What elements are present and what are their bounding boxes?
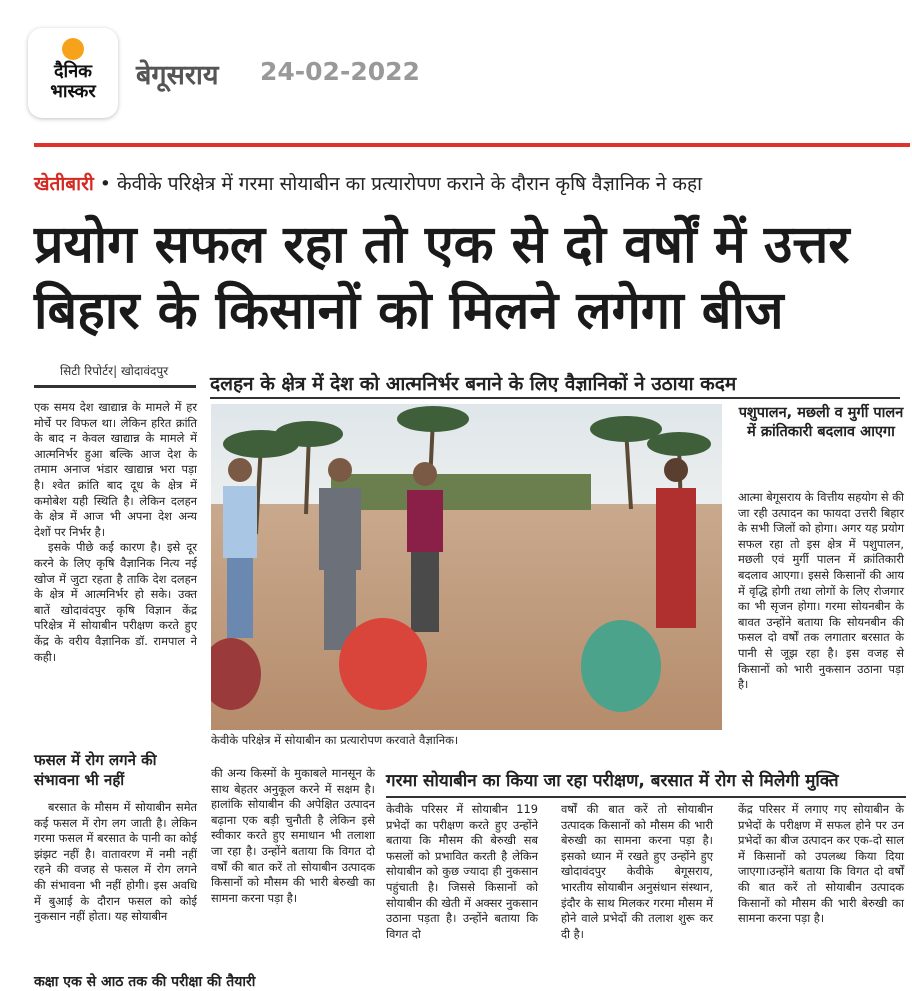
sidebar-paragraph: आत्मा बेगूसराय के वित्तीय सहयोग से की जा रही उत्पादन का फायदा उत्तरी बिहार के सभी जिलों को होगा। अगर यह प्रयोग सफल रहा तो इस क्षेत्र में पशुपालन, मछली एवं मुर्गी पालन में क्रांतिकारी बदलाव आएगा। इससे किसानों की आय में वृद्धि होगी तथा लोगों के लिए रोजगार का भी सृजन होगा। गरमा सोयनबीन के बावत उन्होंने बताया कि सोयनबीन की फसल दो वर्षों तक लगातार बरसात के पानी से जूझ रहा है। इस वजह से किसानों को भारी नुकसान उठाना पड़ा है। xyxy=(738,490,904,692)
subheadline-2: गरमा सोयाबीन का किया जा रहा परीक्षण, बरसात में रोग से मिलेगी मुक्ति xyxy=(386,771,839,791)
dainik-bhaskar-logo xyxy=(28,28,118,118)
sun-icon xyxy=(62,38,84,60)
col1-paragraph-2: इसके पीछे कई कारण है। इसे दूर करने के लिए कृषि वैज्ञानिक नित्य नई खोज में जुटा रहता है ताकि देश दलहन के क्षेत्र में आत्मनिर्भर हो सके। उक्त बातें खोदावंदपुर कृषि विज्ञान केंद्र परिक्षेत्र में सोयाबीन परीक्षण करते हुए केंद्र के वरीय वैज्ञानिक डॉ. रामपाल ने कही। xyxy=(34,540,197,664)
body-column-5 xyxy=(738,802,904,927)
body-column-3 xyxy=(386,802,538,942)
subheadline-2-rule xyxy=(386,796,906,798)
headline-line1: प्रयोग सफल रहा तो एक से दो वर्षों में उत्तर xyxy=(34,215,850,275)
logo-line1: दैनिक xyxy=(53,61,93,82)
photo-illustration xyxy=(211,404,722,730)
byline: सिटी रिपोर्टर| खोदावंदपुर xyxy=(60,364,169,378)
col3-paragraph: केवीके परिसर में सोयाबीन 119 प्रभेदों का परीक्षण करते हुए उन्होंने बताया कि मौसम की बेरुखी सब फसलों को प्रभावित करती है लेकिन सोयाबीन को कुछ ज्यादा ही नुकसान पहुंचाती है। जिससे किसानों को सोयाबीन की खेती में अक्सर नुकसान उठाना पड़ता है। उन्होंने बताया कि विगत दो xyxy=(386,802,538,941)
body-column-1b xyxy=(34,800,197,925)
subheadline: दलहन के क्षेत्र में देश को आत्मनिर्भर बनाने के लिए वैज्ञानिकों ने उठाया कदम xyxy=(210,373,737,395)
headline-line2: बिहार के किसानों को मिलने लगेगा बीज xyxy=(34,281,784,341)
subheadline-rule xyxy=(210,397,900,399)
col1-paragraph-1: एक समय देश खाद्यान्न के मामले में हर मोर्चे पर विफल था। लेकिन हरित क्रांति के बाद न केवल खाद्यान्न के मामले में आत्मनिर्भर हुआ बल्कि आज देश के तमाम अनाज भंडार खाद्यान्न भरा पड़ा है। श्वेत क्रांति बाद दूध के क्षेत्र में कमोबेश यही स्थिति है। लेकिन दलहन के क्षेत्र में आज भी अपना देश अन्य देशों पर निर्भर है। xyxy=(34,400,197,539)
col2-paragraph: की अन्य किस्मों के मुकाबले मानसून के साथ बेहतर अनुकूल करने में सक्षम है। हालांकि सोयाबीन की अपेक्षित उत्पादन बढ़ाना एक बड़ी चुनौती है लेकिन इसे स्वीकार करते हुए समाधान भी तलाशा जा रहा है। उन्होंने बताया कि विगत दो वर्षों की बात करें तो सोयाबीन उत्पादक किसानों को मौसम की भारी बेरुखी का सामना करना पड़ा है। xyxy=(211,766,375,905)
body-column-2 xyxy=(211,766,375,906)
byline-rule xyxy=(34,385,196,388)
kicker-text: • केवीके परिक्षेत्र में गरमा सोयाबीन का प्रत्यारोपण कराने के दौरान कृषि वैज्ञानिक ने कहा xyxy=(93,173,702,195)
col1b-paragraph: बरसात के मौसम में सोयाबीन समेत कई फसल में रोग लग जाती है। लेकिन गरमा फसल में बरसात के पानी का कोई झंझट नहीं है। वातावरण में नमी नहीं रहने की वजह से फसल में रोग लगने की संभावना भी नहीं होगी। इस अवधि में बुआई के दौरान फसल को कोई नुकसान नहीं होता। यह सोयाबीन xyxy=(34,800,197,924)
kicker-tag: खेतीबारी xyxy=(34,173,94,195)
col5-paragraph: केंद्र परिसर में लगाए गए सोयाबीन के प्रभेदों के परीक्षण में सफल होने पर उन प्रभेदों का बीज उत्पादन कर एक-दो साल में किसानों को उपलब्ध किया दिया जाएगा।उन्होंने बताया कि विगत दो वर्षों की बात करें तो सोयाबीन उत्पादक किसानों को मौसम की भारी बेरुखी का सामना करना पड़ा है। xyxy=(738,802,904,926)
edition-date: 24-02-2022 xyxy=(260,57,420,86)
headline xyxy=(34,212,910,344)
box-heading: फसल में रोग लगने की संभावना भी नहीं xyxy=(34,751,157,789)
logo-line2: भास्कर xyxy=(50,81,96,102)
body-column-1 xyxy=(34,400,197,665)
body-column-4 xyxy=(561,802,713,942)
sidebar-heading: पशुपालन, मछली व मुर्गी पालन में क्रांतिकारी बदलाव आएगा xyxy=(738,405,904,440)
edition-city: बेगूसराय xyxy=(136,60,219,91)
kicker xyxy=(34,170,702,196)
photo-caption: केवीके परिक्षेत्र में सोयाबीन का प्रत्यारोपण करवाते वैज्ञानिक। xyxy=(211,733,459,747)
header-divider xyxy=(34,143,910,147)
col4-paragraph: वर्षों की बात करें तो सोयाबीन उत्पादक किसानों को मौसम की भारी बेरुखी का सामना करना पड़ा है। इसको ध्यान में रखते हुए उन्होंने हुए खोदावंदपुर केवीके बेगूसराय, भारतीय सोयाबीन अनुसंधान संस्थान, इंदौर के साथ मिलकर गरमा मौसम में होने वाले प्रभेदों की तलाश शुरू कर दी है। xyxy=(561,802,713,941)
next-article-heading: कक्षा एक से आठ तक की परीक्षा की तैयारी xyxy=(34,974,256,990)
sidebar-text xyxy=(738,490,904,693)
news-photo xyxy=(211,404,722,730)
